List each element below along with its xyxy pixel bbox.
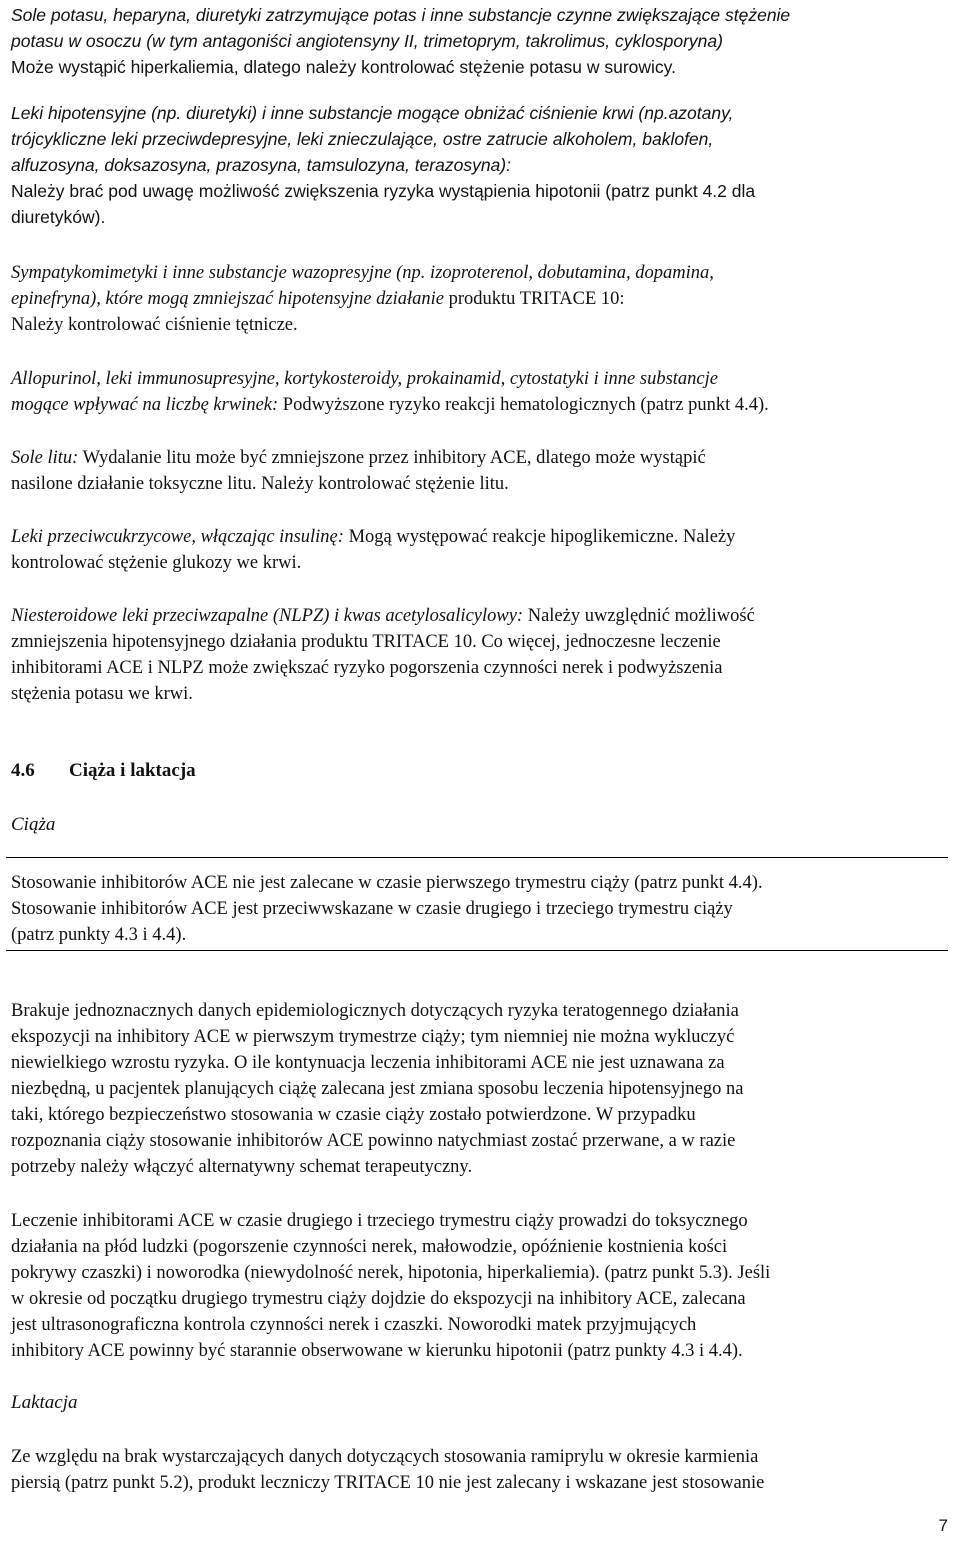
boxed-warning	[6, 857, 948, 951]
section-heading	[11, 760, 196, 782]
text-line	[11, 445, 951, 471]
text-line: Należy kontrolować ciśnienie tętnicze.	[11, 315, 298, 335]
paragraph-lithium	[11, 445, 951, 497]
text-italic: Leki przeciwcukrzycowe, włączając insulinę:	[11, 527, 344, 547]
text-line: stężenia potasu we krwi.	[11, 684, 193, 704]
text-italic: Niesteroidowe leki przeciwzapalne (NLPZ) i kwas acetylosalicylowy:	[11, 606, 524, 626]
text-line: zmniejszenia hipotensyjnego działania produktu TRITACE 10. Co więcej, jednoczesne leczenie	[11, 632, 721, 652]
paragraph-potassium	[11, 2, 951, 80]
subheading-ciaza: Ciąża	[11, 814, 56, 835]
text-line: kontrolować stężenie glukozy we krwi.	[11, 553, 302, 573]
text-line: Może wystąpić hiperkaliemia, dlatego należy kontrolować stężenie potasu w surowicy.	[11, 57, 676, 77]
text-normal: produktu TRITACE 10:	[443, 289, 625, 309]
text-normal: Wydalanie litu może być zmniejszone przez inhibitory ACE, dlatego może wystąpić	[78, 448, 706, 468]
text-italic: Sole litu:	[11, 448, 79, 468]
text-line	[11, 524, 951, 550]
text-line: inhibitorami ACE i NLPZ może zwiększać ryzyko pogorszenia czynności nerek i podwyższenia	[11, 658, 723, 678]
text-line: diuretyków).	[11, 207, 106, 227]
text-line: działania na płód ludzki (pogorszenie czynności nerek, małowodzie, opóźnienie kostnienia kości	[11, 1237, 728, 1257]
text-line: (patrz punkty 4.3 i 4.4).	[11, 925, 187, 945]
paragraph-nsaid	[11, 603, 951, 707]
section-number: 4.6	[11, 760, 35, 781]
paragraph-hypotensive	[11, 100, 951, 230]
text-line: Sympatykomimetyki i inne substancje wazopresyjne (np. izoproterenol, dobutamina, dopamina,	[11, 263, 714, 283]
text-line	[11, 392, 951, 418]
text-line: Leki hipotensyjne (np. diuretyki) i inne substancje mogące obniżać ciśnienie krwi (np.azotany,	[11, 103, 734, 123]
text-line: niezbędną, u pacjentek planujących ciążę zalecana jest zmiana sposobu leczenia hipotensyjnego na	[11, 1079, 744, 1099]
paragraph-lactation	[11, 1444, 951, 1496]
page-number: 7	[938, 1516, 948, 1535]
text-normal: Mogą występować reakcje hipoglikemiczne. Należy	[343, 527, 736, 547]
text-line: Allopurinol, leki immunosupresyjne, kortykosteroidy, prokainamid, cytostatyki i inne substancje	[11, 369, 718, 389]
text-line: nasilone działanie toksyczne litu. Należy kontrolować stężenie litu.	[11, 474, 509, 494]
subheading-laktacja: Laktacja	[11, 1392, 78, 1413]
text-line	[11, 603, 951, 629]
text-line: alfuzosyna, doksazosyna, prazosyna, tamsulozyna, terazosyna):	[11, 155, 511, 175]
text-line: pokrywy czaszki) i noworodka (niewydolność nerek, hipotonia, hiperkaliemia). (patrz punkt 5.3). Jeśli	[11, 1263, 771, 1283]
paragraph-sympathomimetics	[11, 260, 951, 338]
paragraph-teratogenic-risk	[11, 998, 951, 1180]
text-normal: Podwyższone ryzyko reakcji hematologicznych (patrz punkt 4.4).	[278, 395, 769, 415]
text-line: Ze względu na brak wystarczających danych dotyczących stosowania ramiprylu w okresie karmienia	[11, 1447, 759, 1467]
section-title: Ciąża i laktacja	[69, 760, 196, 781]
text-line: inhibitory ACE powinny być starannie obserwowane w kierunku hipotonii (patrz punkty 4.3 i 4.4).	[11, 1341, 743, 1361]
text-line: jest ultrasonograficzna kontrola czynności nerek i czaszki. Noworodki matek przyjmujących	[11, 1315, 697, 1335]
text-line	[11, 286, 951, 312]
text-italic: epinefryna), które mogą zmniejszać hipotensyjne działanie	[11, 289, 444, 309]
text-line: rozpoznania ciąży stosowanie inhibitorów ACE powinno natychmiast zostać przerwane, a w razie	[11, 1131, 736, 1151]
paragraph-allopurinol	[11, 366, 951, 418]
paragraph-fetotoxicity	[11, 1208, 951, 1364]
text-line: taki, którego bezpieczeństwo stosowania w czasie ciąży zostało potwierdzone. W przypadku	[11, 1105, 696, 1125]
text-line: potrzeby należy włączyć alternatywny schemat terapeutyczny.	[11, 1157, 473, 1177]
text-line: Brakuje jednoznacznych danych epidemiologicznych dotyczących ryzyka teratogennego działania	[11, 1001, 739, 1021]
text-line: Sole potasu, heparyna, diuretyki zatrzymujące potas i inne substancje czynne zwiększające stężenie	[11, 5, 791, 25]
text-line: piersią (patrz punkt 5.2), produkt leczniczy TRITACE 10 nie jest zalecany i wskazane jest stosowanie	[11, 1473, 765, 1493]
text-line: trójcykliczne leki przeciwdepresyjne, leki znieczulające, ostre zatrucie alkoholem, baklofen,	[11, 129, 714, 149]
text-line: potasu w osoczu (w tym antagoniści angiotensyny II, trimetoprym, takrolimus, cyklosporyna)	[11, 31, 723, 51]
text-italic: mogące wpływać na liczbę krwinek:	[11, 395, 279, 415]
text-line: niewielkiego wzrostu ryzyka. O ile kontynuacja leczenia inhibitorami ACE nie jest uznawana za	[11, 1053, 725, 1073]
text-line: ekspozycji na inhibitory ACE w pierwszym trymestrze ciąży; tym niemniej nie można wykluczyć	[11, 1027, 735, 1047]
text-line: Stosowanie inhibitorów ACE nie jest zalecane w czasie pierwszego trymestru ciąży (patrz punkt 4.4).	[11, 873, 763, 893]
text-line: Leczenie inhibitorami ACE w czasie drugiego i trzeciego trymestru ciąży prowadzi do toksycznego	[11, 1211, 748, 1231]
text-line: Stosowanie inhibitorów ACE jest przeciwwskazane w czasie drugiego i trzeciego trymestru ciąży	[11, 899, 733, 919]
text-line: Należy brać pod uwagę możliwość zwiększenia ryzyka wystąpienia hipotonii (patrz punkt 4.2 dla	[11, 181, 756, 201]
text-line: w okresie od początku drugiego trymestru ciąży dojdzie do ekspozycji na inhibitory ACE, zalecana	[11, 1289, 746, 1309]
text-normal: Należy uwzględnić możliwość	[523, 606, 755, 626]
paragraph-antidiabetics	[11, 524, 951, 576]
